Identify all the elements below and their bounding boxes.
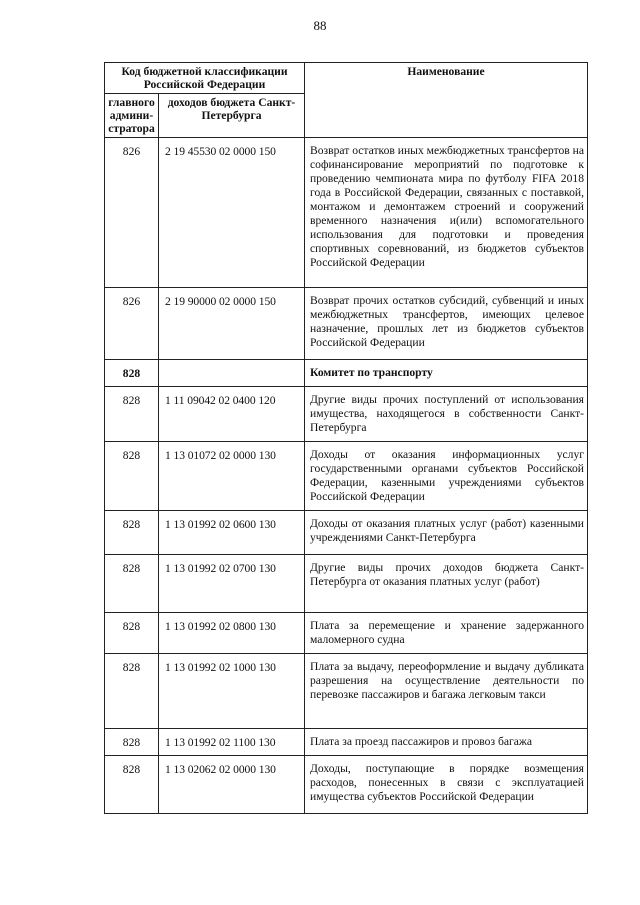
section-row: [105, 360, 588, 387]
header-admin: главного админи-стратора: [105, 94, 159, 138]
table-body: [105, 138, 588, 814]
admin-code-cell: 826: [105, 138, 159, 288]
table-row: [105, 442, 588, 511]
revenue-code-cell: 1 11 09042 02 0400 120: [159, 387, 305, 442]
name-cell: Возврат прочих остатков субсидий, субвенций и иных межбюджетных трансфертов, имеющих целевое назначение, прошлых лет из бюджетов субъектов Российской Федерации: [305, 288, 588, 360]
table-row: [105, 654, 588, 729]
admin-code-cell: 828: [105, 360, 159, 387]
revenue-code-cell: 1 13 01992 02 1000 130: [159, 654, 305, 729]
table-row: [105, 138, 588, 288]
table-row: [105, 555, 588, 613]
admin-code-cell: 828: [105, 613, 159, 654]
table-row: [105, 756, 588, 814]
budget-classification-table: [104, 62, 588, 814]
admin-code-cell: 828: [105, 387, 159, 442]
admin-code-cell: 828: [105, 511, 159, 555]
admin-code-cell: 828: [105, 756, 159, 814]
revenue-code-cell: 1 13 01992 02 0600 130: [159, 511, 305, 555]
table-row: [105, 288, 588, 360]
admin-code-cell: 828: [105, 654, 159, 729]
admin-code-cell: 828: [105, 729, 159, 756]
name-cell: Доходы от оказания платных услуг (работ) казенными учреждениями Санкт-Петербурга: [305, 511, 588, 555]
name-cell: Плата за выдачу, переоформление и выдачу дубликата разрешения на осуществление деятельности по перевозке пассажиров и багажа легковым такси: [305, 654, 588, 729]
name-cell: Другие виды прочих поступлений от использования имущества, находящегося в собственности Санкт-Петербурга: [305, 387, 588, 442]
revenue-code-cell: 1 13 01992 02 0700 130: [159, 555, 305, 613]
page-number: 88: [313, 18, 327, 33]
admin-code-cell: 828: [105, 555, 159, 613]
revenue-code-cell: 2 19 90000 02 0000 150: [159, 288, 305, 360]
table-row: [105, 387, 588, 442]
table-row: [105, 729, 588, 756]
header-code: доходов бюджета Санкт-Петербурга: [159, 94, 305, 138]
name-cell: Плата за перемещение и хранение задержанного маломерного судна: [305, 613, 588, 654]
name-cell: Плата за проезд пассажиров и провоз багажа: [305, 729, 588, 756]
header-name: Наименование: [305, 63, 588, 138]
admin-code-cell: 826: [105, 288, 159, 360]
revenue-code-cell: 1 13 01992 02 0800 130: [159, 613, 305, 654]
header-group-title: Код бюджетной классификации Российской Федерации: [105, 63, 305, 94]
revenue-code-cell: 1 13 02062 02 0000 130: [159, 756, 305, 814]
admin-code-cell: 828: [105, 442, 159, 511]
revenue-code-cell: 1 13 01992 02 1100 130: [159, 729, 305, 756]
revenue-code-cell: 2 19 45530 02 0000 150: [159, 138, 305, 288]
revenue-code-cell: 1 13 01072 02 0000 130: [159, 442, 305, 511]
name-cell: Доходы от оказания информационных услуг государственными органами субъектов Российской Федерации, казенными учреждениями субъектов Российской Федерации: [305, 442, 588, 511]
revenue-code-cell: [159, 360, 305, 387]
name-cell: Комитет по транспорту: [305, 360, 588, 387]
table-row: [105, 511, 588, 555]
table-row: [105, 613, 588, 654]
name-cell: Возврат остатков иных межбюджетных трансфертов на софинансирование мероприятий по подготовке к проведению чемпионата мира по футболу FIFA 2018 года в Российской Федерации, связанных с поставкой, монтажом и демонтажем строений и сооружений временного назначения и(или) вспомогательного использования для подготовки и проведения спортивных соревнований, из бюджетов субъектов Российской Федерации: [305, 138, 588, 288]
name-cell: Доходы, поступающие в порядке возмещения расходов, понесенных в связи с эксплуатацией имущества субъектов Российской Федерации: [305, 756, 588, 814]
name-cell: Другие виды прочих доходов бюджета Санкт-Петербурга от оказания платных услуг (работ): [305, 555, 588, 613]
